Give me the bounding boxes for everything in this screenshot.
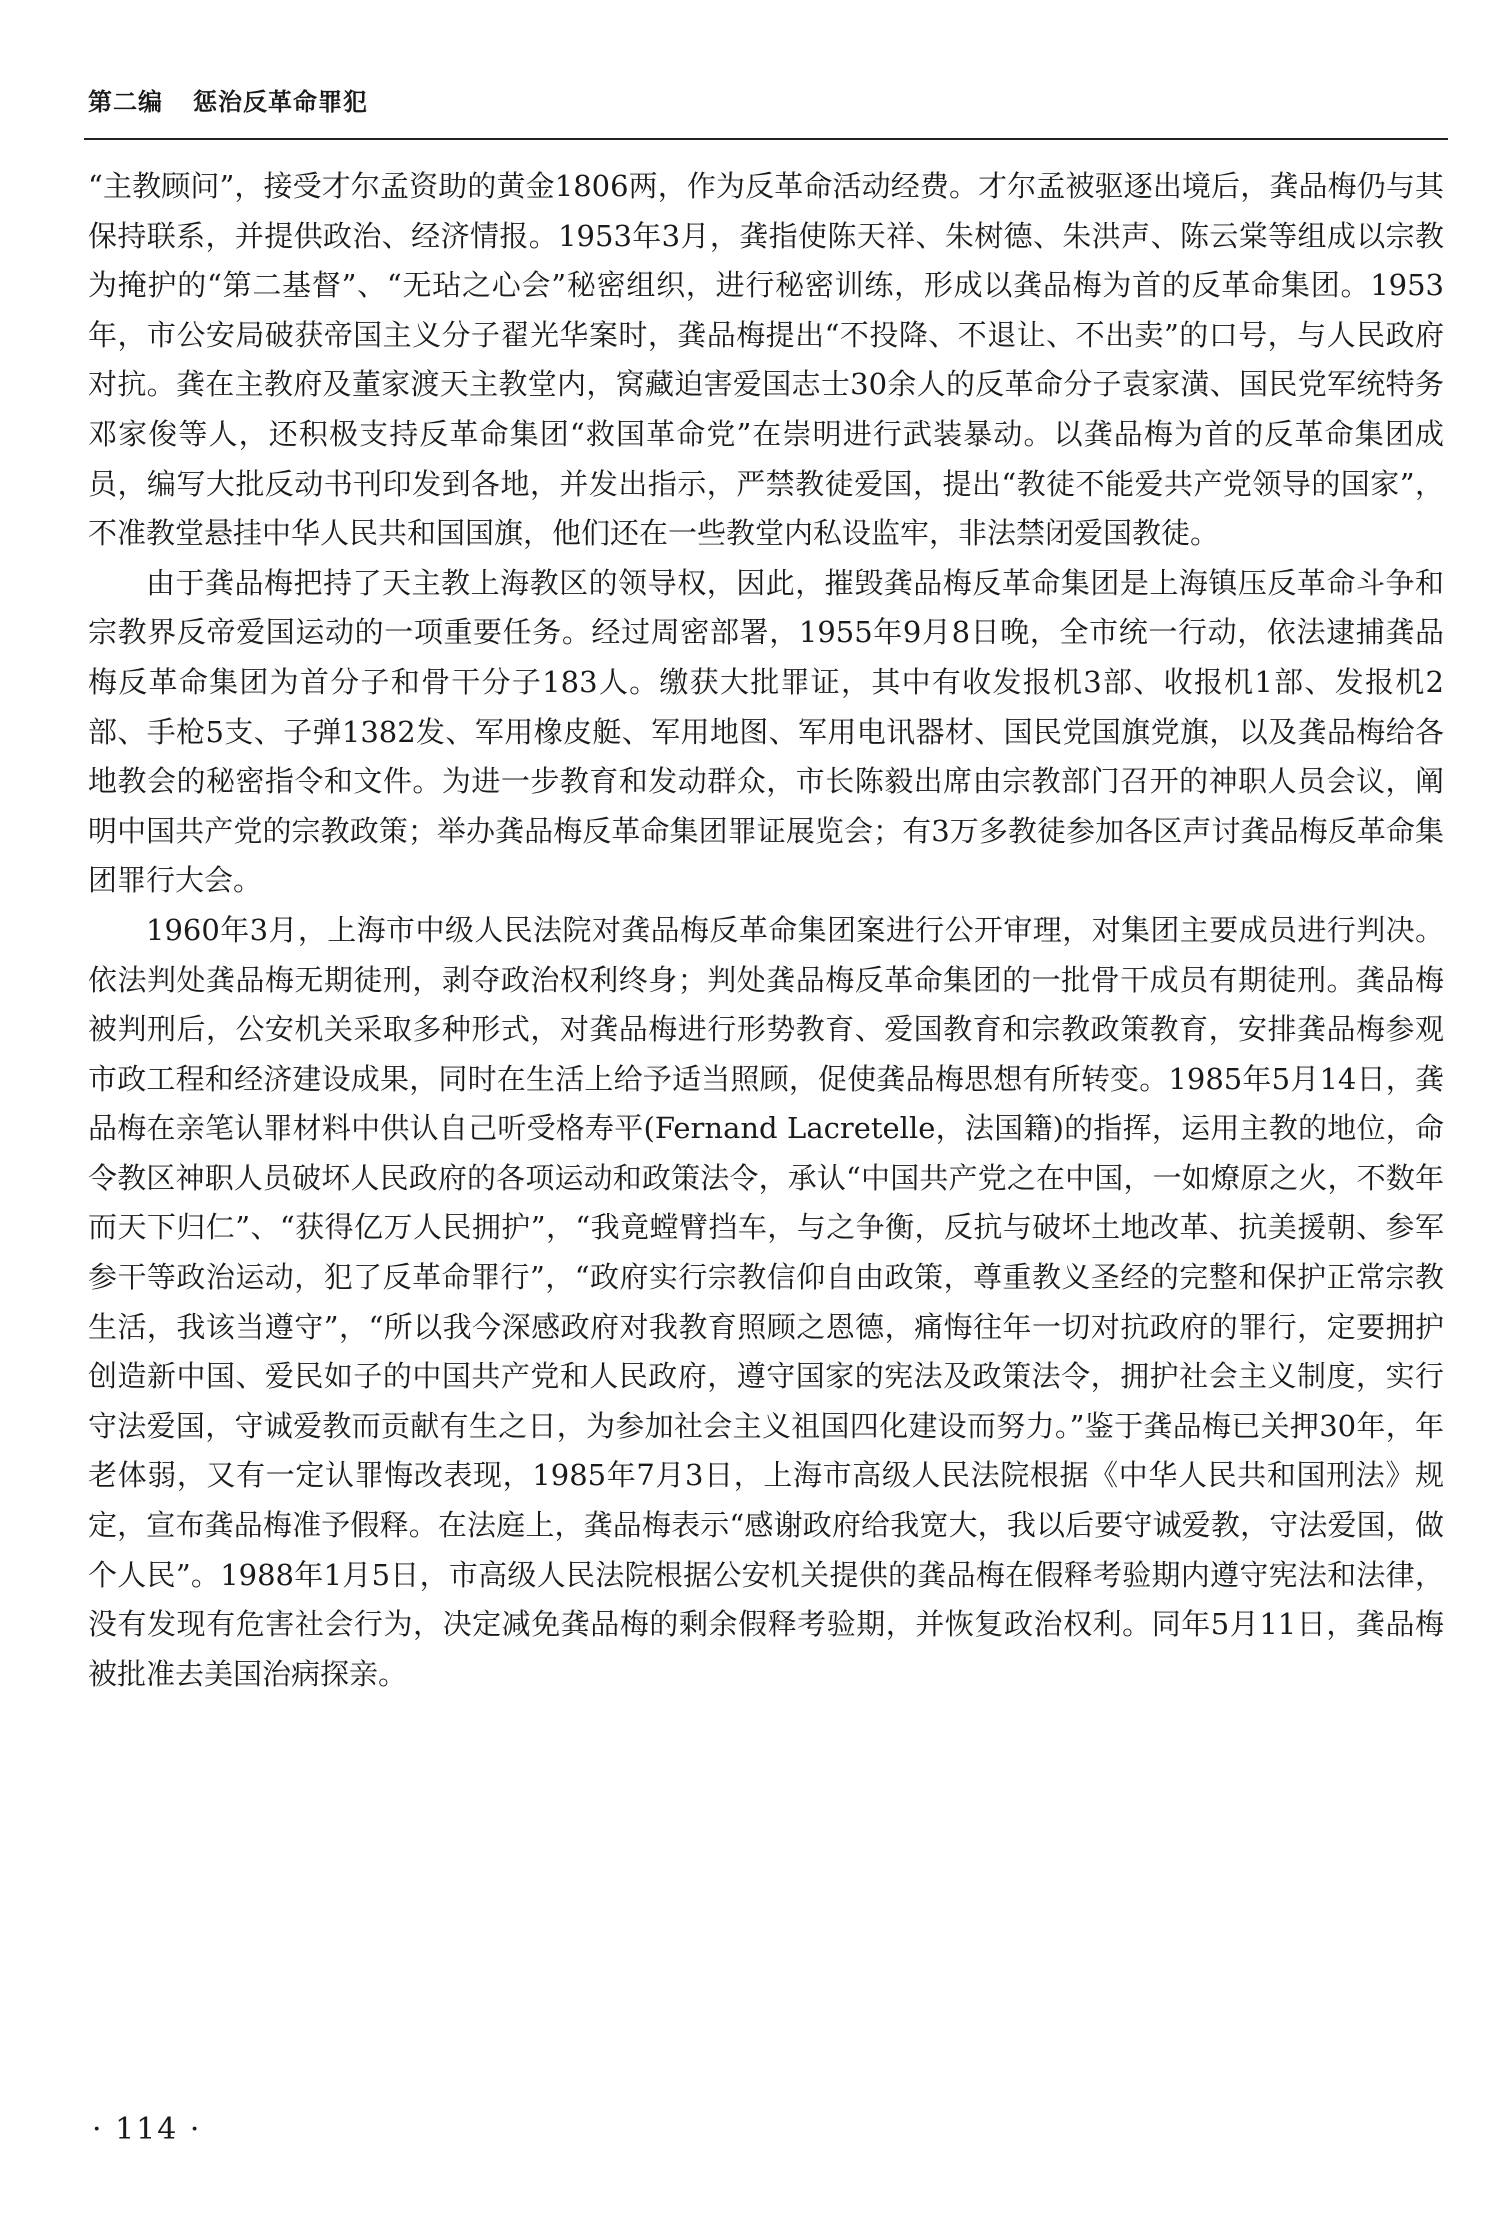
paragraph-3: 1960年3月，上海市中级人民法院对龚品梅反革命集团案进行公开审理，对集团主要成员进行判决。依法判处龚品梅无期徒刑，剥夺政治权利终身；判处龚品梅反革命集团的一批骨干成员有期徒刑。龚品梅被判刑后，公安机关采取多种形式，对龚品梅进行形势教育、爱国教育和宗教政策教育，安排龚品梅参观市政工程和经济建设成果，同时在生活上给予适当照顾，促使龚品梅思想有所转变。1985年5月14日，龚品梅在亲笔认罪材料中供认自己听受格寿平(Fernand Lacretelle，法国籍)的指挥，运用主教的地位，命令教区神职人员破坏人民政府的各项运动和政策法令，承认“中国共产党之在中国，一如燎原之火，不数年而天下归仁”、“获得亿万人民拥护”，“我竟螳臂挡车，与之争衡，反抗与破坏土地改革、抗美援朝、参军参干等政治运动，犯了反革命罪行”，“政府实行宗教信仰自由政策，尊重教义圣经的完整和保护正常宗教生活，我该当遵守”，“所以我今深感政府对我教育照顾之恩德，痛悔往年一切对抗政府的罪行，定要拥护创造新中国、爱民如子的中国共产党和人民政府，遵守国家的宪法及政策法令，拥护社会主义制度，实行守法爱国，守诚爱教而贡献有生之日，为参加社会主义祖国四化建设而努力。”鉴于龚品梅已关押30年，年老体弱，又有一定认罪悔改表现，1985年7月3日，上海市高级人民法院根据《中华人民共和国刑法》规定，宣布龚品梅准予假释。在法庭上，龚品梅表示“感谢政府给我宽大，我以后要守诚爱教，守法爱国，做个人民”。1988年1月5日，市高级人民法院根据公安机关提供的龚品梅在假释考验期内遵守宪法和法律，没有发现有危害社会行为，决定减免龚品梅的剩余假释考验期，并恢复政治权利。同年5月11日，龚品梅被批准去美国治病探亲。 [88, 912, 1444, 1691]
paragraph-1: “主教顾问”，接受才尔孟资助的黄金1806两，作为反革命活动经费。才尔孟被驱逐出境后，龚品梅仍与其保持联系，并提供政治、经济情报。1953年3月，龚指使陈天祥、朱树德、朱洪声、陈云棠等组成以宗教为掩护的“第二基督”、“无玷之心会”秘密组织，进行秘密训练，形成以龚品梅为首的反革命集团。1953年，市公安局破获帝国主义分子翟光华案时，龚品梅提出“不投降、不退让、不出卖”的口号，与人民政府对抗。龚在主教府及董家渡天主教堂内，窝藏迫害爱国志士30余人的反革命分子袁家潢、国民党军统特务邓家俊等人，还积极支持反革命集团“救国革命党”在崇明进行武装暴动。以龚品梅为首的反革命集团成员，编写大批反动书刊印发到各地，并发出指示，严禁教徒爱国，提出“教徒不能爱共产党领导的国家”，不准教堂悬挂中华人民共和国国旗，他们还在一些教堂内私设监牢，非法禁闭爱国教徒。 [88, 169, 1444, 551]
running-header-title: 惩治反革命罪犯 [193, 88, 368, 116]
header-rule [84, 138, 1448, 140]
page-number: · 114 · [92, 2112, 202, 2147]
body-text [88, 162, 1444, 1699]
paragraph-2: 由于龚品梅把持了天主教上海教区的领导权，因此，摧毁龚品梅反革命集团是上海镇压反革命斗争和宗教界反帝爱国运动的一项重要任务。经过周密部署，1955年9月8日晚，全市统一行动，依法逮捕龚品梅反革命集团为首分子和骨干分子183人。缴获大批罪证，其中有收发报机3部、收报机1部、发报机2部、手枪5支、子弹1382发、军用橡皮艇、军用地图、军用电讯器材、国民党国旗党旗，以及龚品梅给各地教会的秘密指令和文件。为进一步教育和发动群众，市长陈毅出席由宗教部门召开的神职人员会议，阐明中国共产党的宗教政策；举办龚品梅反革命集团罪证展览会；有3万多教徒参加各区声讨龚品梅反革命集团罪行大会。 [88, 565, 1444, 898]
running-header [88, 82, 368, 117]
running-header-part: 第二编 [88, 88, 163, 116]
